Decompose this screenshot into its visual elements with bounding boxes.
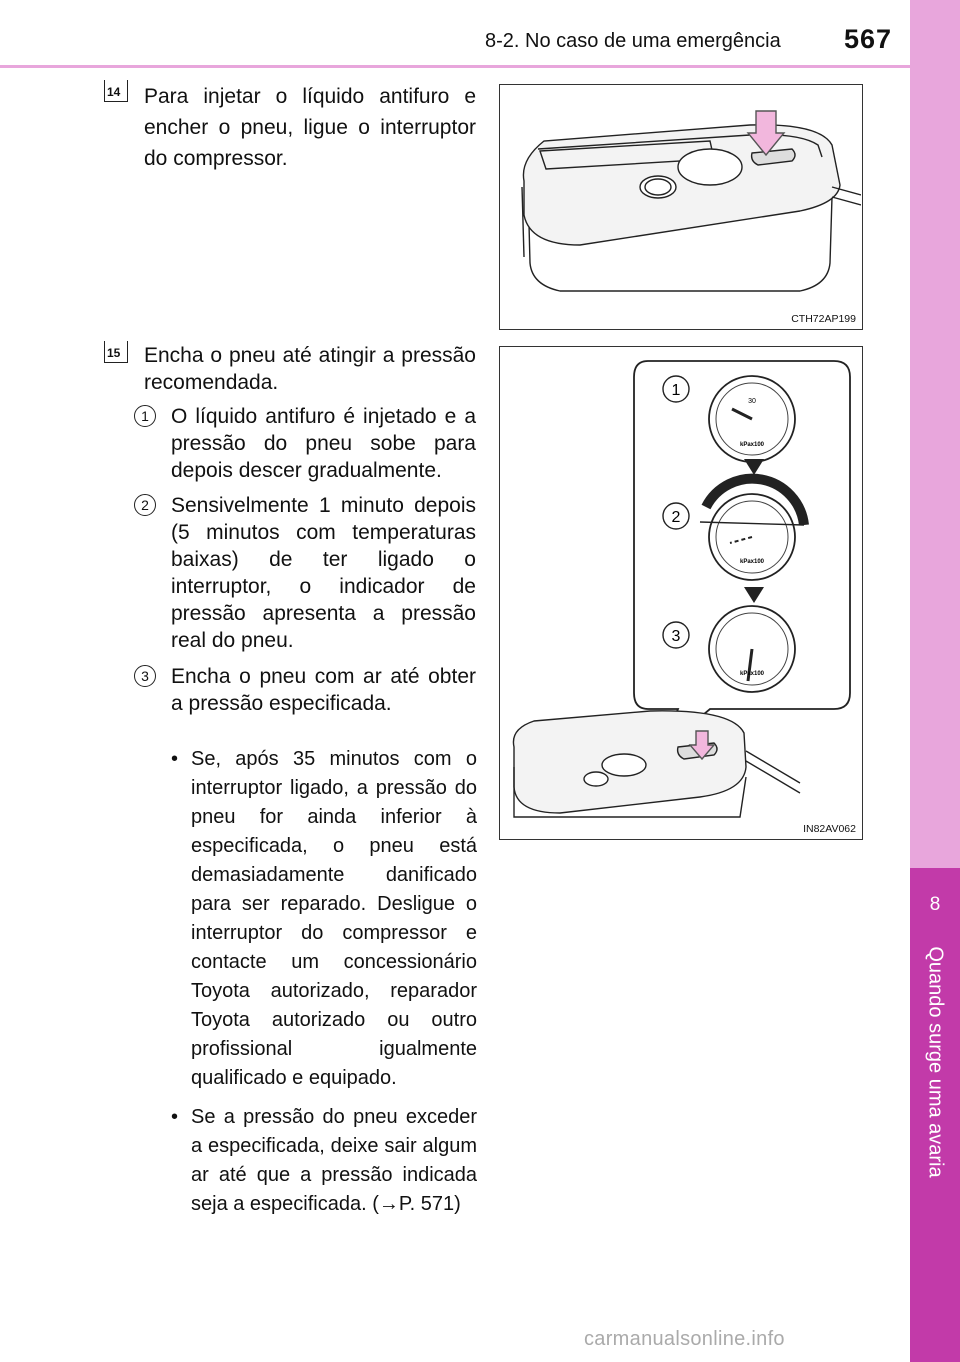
- header-divider: [0, 65, 910, 68]
- bullet-symbol: •: [171, 748, 179, 770]
- substep-number-2: 2: [134, 494, 156, 516]
- bullet-symbol: •: [171, 1106, 179, 1128]
- svg-text:kPax100: kPax100: [739, 559, 765, 565]
- page-number: 567: [844, 24, 893, 54]
- svg-text:1: 1: [671, 382, 681, 399]
- substep-3-text: Encha o pneu com ar até obter a pressão especificada.: [171, 665, 476, 715]
- bullet-item: [169, 745, 477, 1093]
- step-number-14: 14: [104, 80, 128, 102]
- figure-pressure-gauges: [499, 346, 863, 840]
- bullet-item: [169, 1103, 477, 1219]
- bullet-text: Se a pressão do pneu exceder a especificada, deixe sair algum ar até que a pressão indicada seja a especificada. (→P. 571): [191, 1106, 477, 1215]
- gauge-3: [709, 606, 795, 692]
- substep-2-text: Sensivelmente 1 minuto depois (5 minutos com temperaturas baixas) de ter ligado o interruptor, o indicador de pressão apresenta a pressão real do pneu.: [171, 494, 476, 652]
- bullet-text: Se, após 35 minutos com o interruptor ligado, a pressão do pneu for ainda inferior à especificada, o pneu está demasiadamente danificado para ser reparado. Desligue o interruptor do compressor e contacte um concessionário Toyota autorizado, reparador Toyota autorizado ou outro profissional igualmente qualificado e equipado.: [191, 748, 477, 1089]
- watermark: carmanualsonline.info: [584, 1328, 785, 1350]
- callout-2: [663, 503, 689, 529]
- substep-1-text: O líquido antifuro é injetado e a pressão do pneu sobe para depois descer gradualmente.: [171, 405, 476, 482]
- header-section-title: 8-2. No caso de uma emergência: [485, 30, 781, 52]
- substep-number-1: 1: [134, 405, 156, 427]
- callout-1: [663, 376, 689, 402]
- step-14-text: Para injetar o líquido antifuro e encher o pneu, ligue o interruptor do compressor.: [144, 85, 476, 170]
- compressor-illustration: [500, 85, 861, 328]
- chapter-number: 8: [929, 894, 941, 915]
- svg-text:kPax100: kPax100: [739, 442, 765, 448]
- chapter-title: Quando surge uma avaria: [924, 946, 947, 1178]
- step-15-text: Encha o pneu até atingir a pressão recomendada.: [144, 344, 476, 394]
- svg-text:30: 30: [748, 398, 756, 405]
- figure-code: CTH72AP199: [791, 313, 856, 325]
- svg-text:3: 3: [671, 628, 681, 645]
- gauge-1: [709, 376, 795, 462]
- figure-compressor-switch: [499, 84, 863, 330]
- svg-text:2: 2: [671, 509, 681, 526]
- substep-number-3: 3: [134, 665, 156, 687]
- svg-text:kPax100: kPax100: [739, 671, 765, 677]
- step-number-15: 15: [104, 341, 128, 363]
- gauge-illustration: [500, 347, 861, 838]
- callout-3: [663, 622, 689, 648]
- bullet-list: [169, 745, 477, 1219]
- figure-code: IN82AV062: [803, 823, 856, 835]
